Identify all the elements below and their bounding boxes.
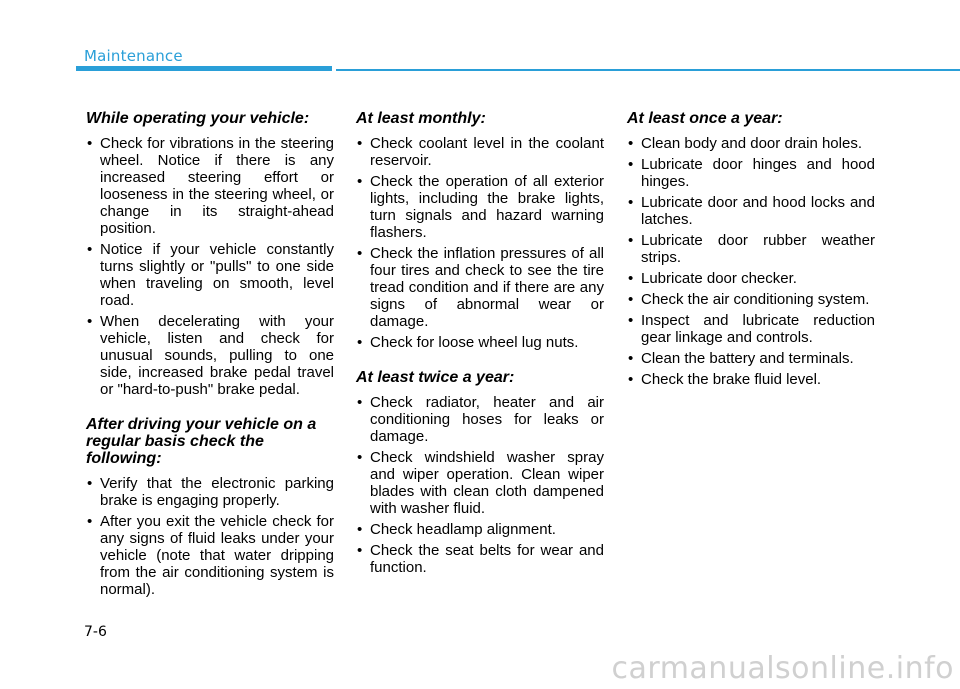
list-item: • Lubricate door checker. <box>627 270 875 287</box>
list-item: • Check windshield washer spray and wiper operation. Clean wiper blades with clean cloth dampened with washer fluid. <box>356 449 604 517</box>
list-item: • Check the air conditioning system. <box>627 291 875 308</box>
list-item: • Lubricate door rubber weather strips. <box>627 232 875 266</box>
section-twice-a-year <box>356 369 604 576</box>
list-item: • Check the operation of all exterior lights, including the brake lights, turn signals and hazard warning flashers. <box>356 173 604 241</box>
list-item: • After you exit the vehicle check for any signs of fluid leaks under your vehicle (note that water dripping from the air conditioning system is normal). <box>86 513 334 598</box>
list-item: • Check headlamp alignment. <box>356 521 604 538</box>
section-title: After driving your vehicle on a regular basis check the following: <box>86 416 317 467</box>
section-title: At least once a year: <box>627 110 783 127</box>
bullet-list <box>356 394 604 576</box>
list-item: • Clean body and door drain holes. <box>627 135 875 152</box>
list-item: • Inspect and lubricate reduction gear linkage and controls. <box>627 312 875 346</box>
list-item: • Verify that the electronic parking brake is engaging properly. <box>86 475 334 509</box>
bullet-list <box>627 135 875 388</box>
section-title: At least monthly: <box>356 110 486 127</box>
list-item: • Check coolant level in the coolant reservoir. <box>356 135 604 169</box>
section-after-driving <box>86 416 334 598</box>
list-item: • Check the inflation pressures of all four tires and check to see the tire tread condition and if there are any signs of abnormal wear or damage. <box>356 245 604 330</box>
section-while-operating <box>86 110 334 398</box>
content-column-3 <box>627 110 875 406</box>
list-item: • Check the brake fluid level. <box>627 371 875 388</box>
content-column-1 <box>86 110 334 616</box>
list-item: • Check radiator, heater and air conditioning hoses for leaks or damage. <box>356 394 604 445</box>
section-monthly <box>356 110 604 351</box>
list-item: • Lubricate door hinges and hood hinges. <box>627 156 875 190</box>
section-title: While operating your vehicle: <box>86 110 310 127</box>
bullet-list <box>356 135 604 351</box>
header-rule-thick <box>76 66 332 71</box>
header-rule-thin <box>336 69 960 71</box>
section-title: At least twice a year: <box>356 369 515 386</box>
list-item: • Check for vibrations in the steering wheel. Notice if there is any increased steering effort or looseness in the steering wheel, or change in its straight-ahead position. <box>86 135 334 237</box>
list-item: • Lubricate door and hood locks and latches. <box>627 194 875 228</box>
section-header-title: Maintenance <box>84 47 183 65</box>
list-item: • Clean the battery and terminals. <box>627 350 875 367</box>
list-item: • Notice if your vehicle constantly turns slightly or "pulls" to one side when traveling on smooth, level road. <box>86 241 334 309</box>
section-once-a-year <box>627 110 875 388</box>
bullet-list <box>86 475 334 598</box>
content-column-2 <box>356 110 604 594</box>
watermark: carmanualsonline.info <box>611 651 954 686</box>
list-item: • Check the seat belts for wear and function. <box>356 542 604 576</box>
bullet-list <box>86 135 334 398</box>
page-number: 7-6 <box>84 624 107 640</box>
list-item: • When decelerating with your vehicle, listen and check for unusual sounds, pulling to one side, increased brake pedal travel or "hard-to-push" brake pedal. <box>86 313 334 398</box>
list-item: • Check for loose wheel lug nuts. <box>356 334 604 351</box>
